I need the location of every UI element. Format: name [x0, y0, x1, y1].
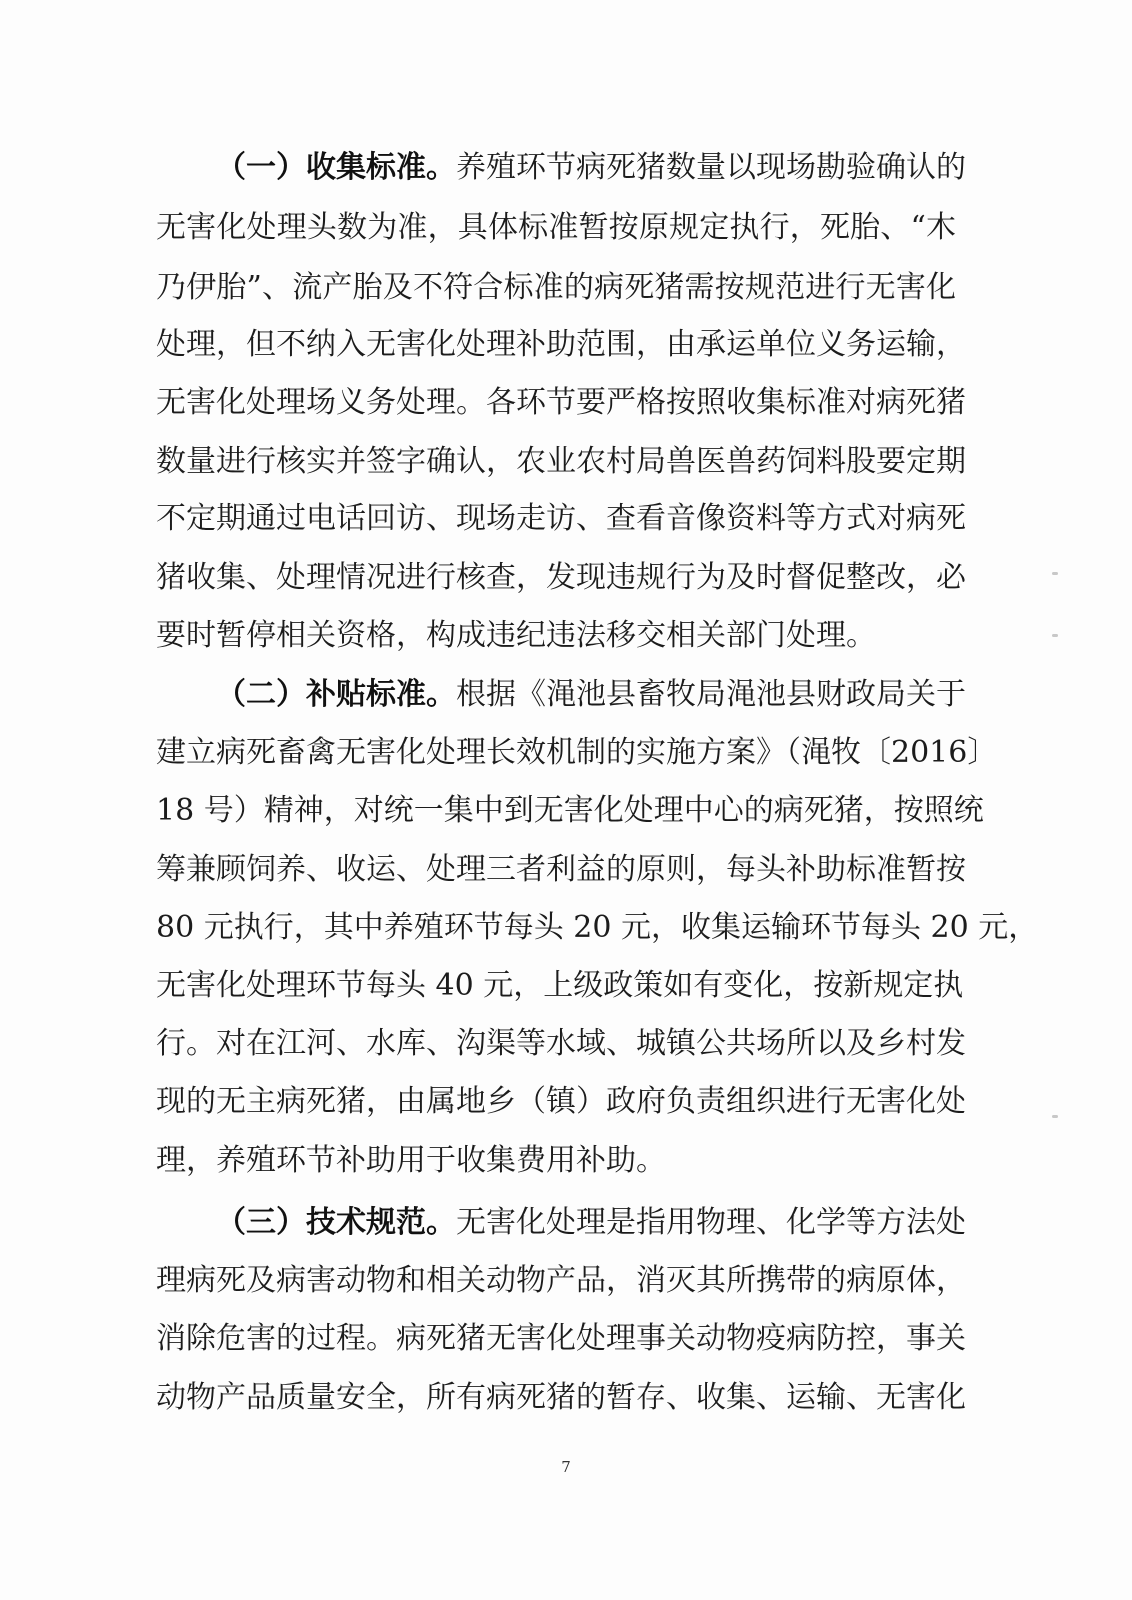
text-line: 养殖环节病死猪数量以现场勘验确认的 — [456, 150, 966, 185]
text-line: 无害化处理场义务处理。各环节要严格按照收集标准对病死猪 — [156, 385, 966, 420]
text-line: 无害化处理头数为准，具体标准暂按原规定执行，死胎、“木 — [156, 210, 956, 245]
text-line: 猪收集、处理情况进行核查，发现违规行为及时督促整改，必 — [156, 560, 966, 595]
text-line: 要时暂停相关资格，构成违纪违法移交相关部门处理。 — [156, 618, 876, 653]
text-line: 理病死及病害动物和相关动物产品，消灭其所携带的病原体， — [156, 1263, 966, 1298]
section-2-first-line — [216, 667, 966, 723]
section-2-heading: （二）补贴标准。 — [216, 677, 456, 712]
text-line: 建立病死畜禽无害化处理长效机制的实施方案》（渑牧〔2016〕 — [156, 735, 998, 770]
text-line: 乃伊胎”、流产胎及不符合标准的病死猪需按规范进行无害化 — [156, 270, 956, 305]
text-line: 处理，但不纳入无害化处理补助范围，由承运单位义务运输， — [156, 327, 966, 362]
text-line: 动物产品质量安全，所有病死猪的暂存、收集、运输、无害化 — [156, 1380, 966, 1415]
scan-speck — [1052, 572, 1058, 575]
section-3-first-line — [216, 1195, 966, 1251]
text-line: 18 号）精神，对统一集中到无害化处理中心的病死猪，按照统 — [156, 793, 984, 828]
section-3-heading: （三）技术规范。 — [216, 1205, 456, 1240]
scan-speck — [1052, 1115, 1058, 1118]
page-number: 7 — [561, 1458, 571, 1476]
text-line: 不定期通过电话回访、现场走访、查看音像资料等方式对病死 — [156, 501, 966, 536]
text-line: 理，养殖环节补助用于收集费用补助。 — [156, 1143, 666, 1178]
text-line: 消除危害的过程。病死猪无害化处理事关动物疫病防控，事关 — [156, 1321, 966, 1356]
text-line: 现的无主病死猪，由属地乡（镇）政府负责组织进行无害化处 — [156, 1084, 966, 1119]
text-line: 根据《渑池县畜牧局渑池县财政局关于 — [456, 677, 966, 712]
text-line: 筹兼顾饲养、收运、处理三者利益的原则，每头补助标准暂按 — [156, 852, 966, 887]
text-line: 无害化处理是指用物理、化学等方法处 — [456, 1205, 966, 1240]
scan-speck — [1052, 634, 1058, 637]
text-line: 无害化处理环节每头 40 元，上级政策如有变化，按新规定执 — [156, 968, 964, 1003]
section-1-heading: （一）收集标准。 — [216, 150, 456, 185]
text-line: 行。对在江河、水库、沟渠等水域、城镇公共场所以及乡村发 — [156, 1026, 966, 1061]
section-1-first-line — [216, 140, 966, 196]
text-line: 80 元执行，其中养殖环节每头 20 元，收集运输环节每头 20 元， — [156, 910, 1039, 945]
text-line: 数量进行核实并签字确认，农业农村局兽医兽药饲料股要定期 — [156, 444, 966, 479]
